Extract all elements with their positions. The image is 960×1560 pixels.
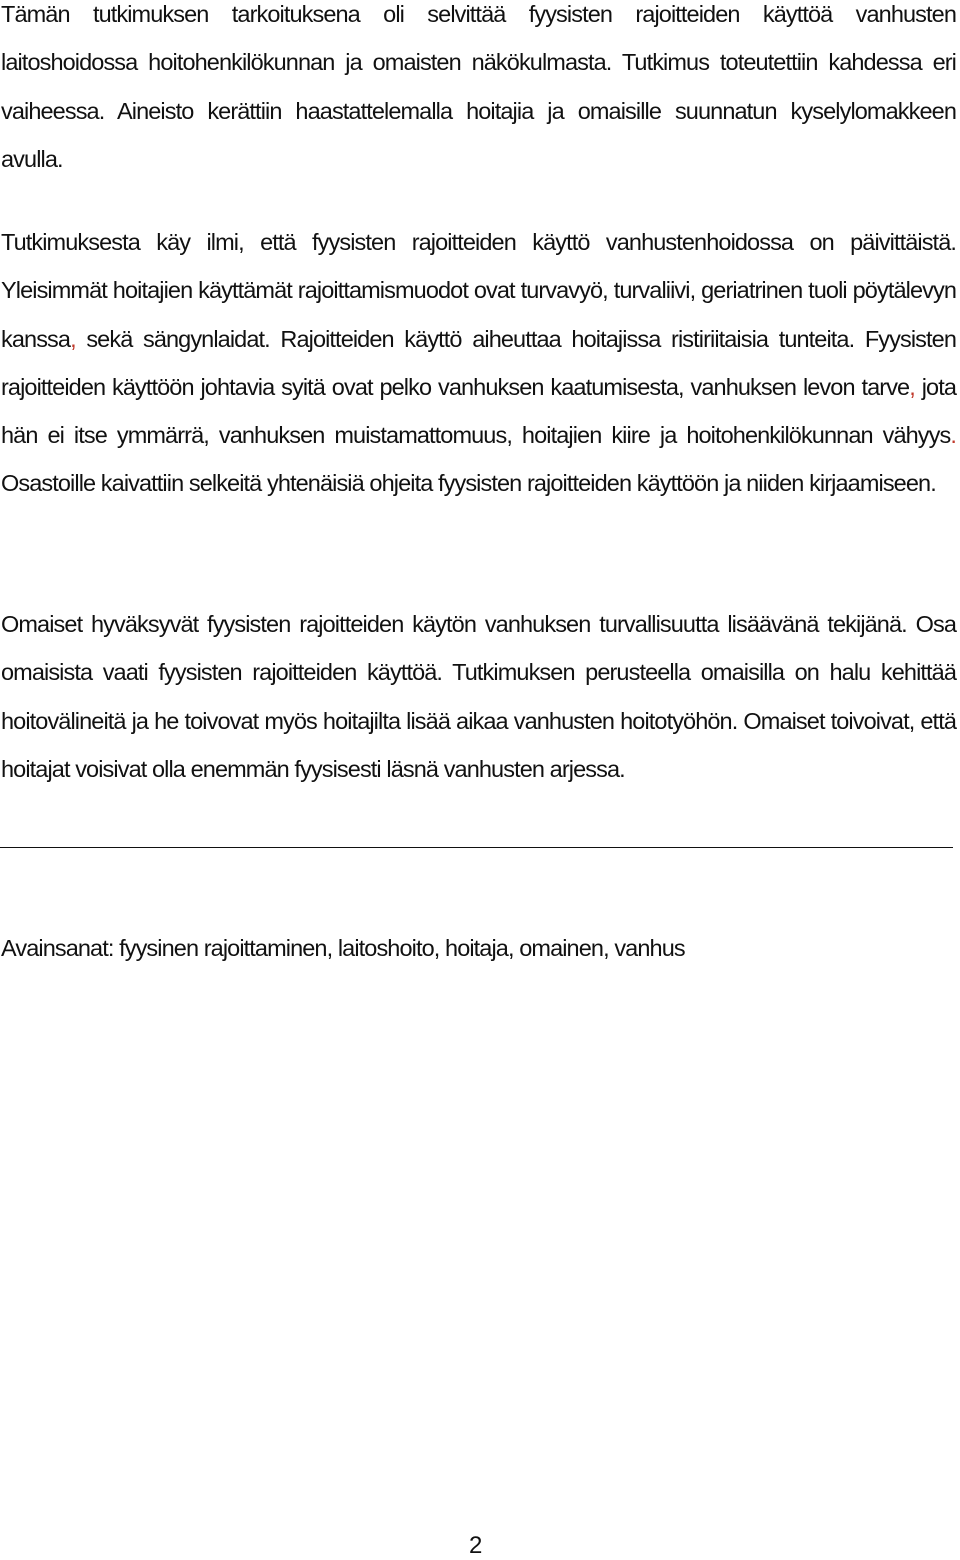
- abstract-paragraph-2: [1, 218, 956, 508]
- abstract-paragraph-3: Omaiset hyväksyvät fyysisten rajoitteiden käytön vanhuksen turvallisuutta lisäävänä tekijänä. Osa omaisista vaati fyysisten rajoitteiden käyttöä. Tutkimuksen perusteella omaisilla on halu kehittää hoitovälineitä ja he toivovat myös hoitajilta lisää aikaa vanhusten hoitotyöhön. Omaiset toivoivat, että hoitajat voisivat olla enemmän fyysisesti läsnä vanhusten arjessa.: [1, 611, 956, 782]
- abstract-paragraph-1: Tämän tutkimuksen tarkoituksena oli selvittää fyysisten rajoitteiden käyttöä vanhusten laitoshoidossa hoitohenkilökunnan ja omaisten näkökulmasta. Tutkimus toteutettiin kahdessa eri vaiheessa. Aineisto kerättiin haastattelemalla hoitajia ja omaisille suunnatun kyselylomakkeen avulla.: [1, 1, 956, 172]
- paragraph-2-segment-4: Osastoille kaivattiin selkeitä yhtenäisiä ohjeita fyysisten rajoitteiden käyttöön ja niiden kirjaamiseen.: [1, 470, 936, 497]
- highlighted-comma-1: ,: [70, 325, 76, 352]
- page-number: 2: [469, 1532, 483, 1559]
- paragraph-2-segment-3: jota hän ei itse ymmärrä, vanhuksen muistamattomuus, hoitajien kiire ja hoitohenkilökunnan vähyys: [1, 373, 956, 449]
- section-divider-line: [0, 847, 953, 848]
- paragraph-2-segment-2: sekä sängynlaidat. Rajoitteiden käyttö aiheuttaa hoitajissa ristiriitaisia tunteita. Fyysisten rajoitteiden käyttöön johtavia syitä ovat pelko vanhuksen kaatumisesta, vanhuksen levon tarve: [1, 325, 956, 400]
- highlighted-comma-2: ,: [909, 373, 915, 400]
- highlighted-period: .: [950, 422, 956, 449]
- keywords-line: Avainsanat: fyysinen rajoittaminen, laitoshoito, hoitaja, omainen, vanhus: [1, 935, 685, 961]
- paragraph-2-segment-1: Tutkimuksesta käy ilmi, että fyysisten rajoitteiden käyttö vanhustenhoidossa on päivittäistä. Yleisimmät hoitajien käyttämät rajoittamismuodot ovat turvavyö, turvaliivi, geriatrinen tuoli pöytälevyn kanssa: [1, 229, 956, 352]
